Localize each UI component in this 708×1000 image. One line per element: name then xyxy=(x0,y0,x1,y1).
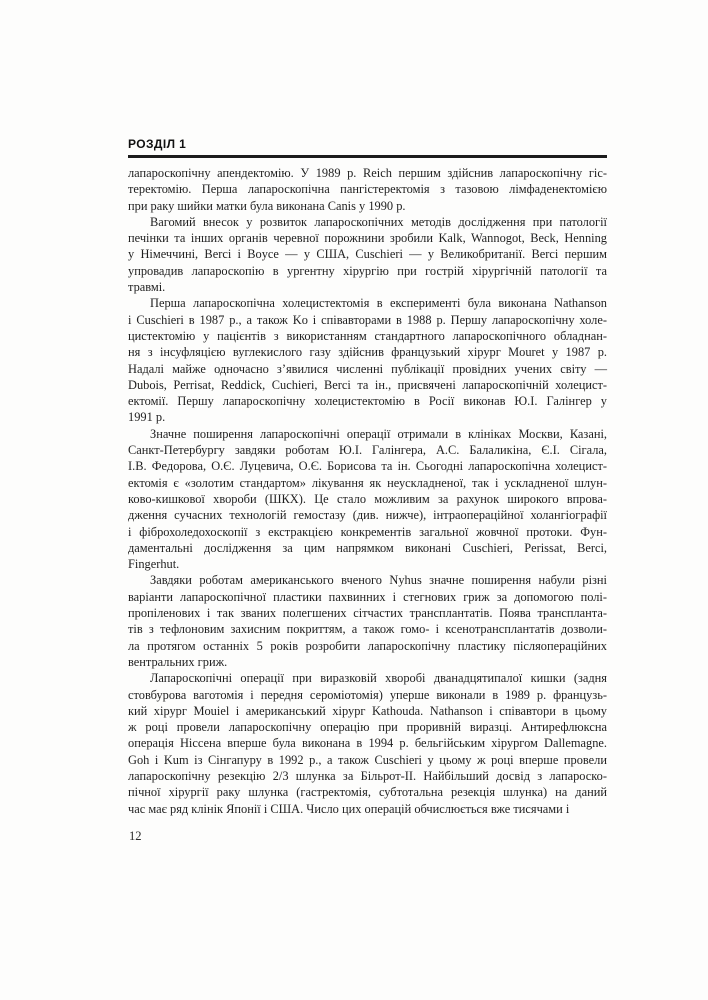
text-line: Санкт-Петербургу завдяки роботам Ю.І. Галінгера, А.С. Балаликіна, Є.І. Сігала, xyxy=(128,443,607,458)
text-line: ж році провели лапароскопічну операцію при проривній виразці. Антирефлюксна xyxy=(128,720,607,735)
text-line: при раку шийки матки була виконана Canis у 1990 р. xyxy=(128,198,406,213)
chapter-header-block xyxy=(128,138,607,158)
text-line: стовбурова ваготомія і передня сероміотомія) уперше виконали в 1989 р. французь- xyxy=(128,687,607,702)
text-line: ня з інсуфляцією вуглекислого газу здійснив французький хірург Mouret у 1987 р. xyxy=(128,345,607,360)
text-line: тів з тефлоновим захисним покриттям, а також гомо- і ксенотрансплантатів дозволи- xyxy=(128,622,607,637)
text-line: дження сучасних технологій гемостазу (див. нижче), інтраопераційної холангіографії xyxy=(128,508,607,523)
text-line: 1991 р. xyxy=(128,410,166,425)
paragraph xyxy=(128,214,607,295)
text-line: цистектомію у пацієнтів з використанням стандартного лапароскопічного обладнан- xyxy=(128,328,607,343)
text-line: лапароскопічну резекцію 2/3 шлунка за Більрот-ІІ. Найбільший досвід з лапароско- xyxy=(128,768,607,783)
text-line: і Cuschieri в 1987 р., а також Ko і співавторами в 1988 р. Першу лапароскопічну холе- xyxy=(128,312,607,327)
text-line: вентральних гриж. xyxy=(128,654,228,669)
paragraph xyxy=(128,165,607,214)
text-line: операція Ніссена вперше була виконана в 1994 р. бельгійським хірургом Dallemagne. xyxy=(128,736,607,751)
text-line: пропіленових і так званих полегшених сітчастих трансплантатів. Поява транспланта- xyxy=(128,606,607,621)
paragraph xyxy=(128,295,607,425)
text-line: Dubois, Perrisat, Reddick, Cuchieri, Berci та ін., присвячені лапароскопічній холецист- xyxy=(128,377,607,392)
text-line: Завдяки роботам американського вченого Nyhus значне поширення набули різні xyxy=(150,573,607,588)
page-number: 12 xyxy=(129,829,142,843)
text-line: даментальні дослідження за цим напрямком виконані Cuschieri, Perissat, Berci, xyxy=(128,540,607,555)
text-line: ла протягом останніх 5 років розробити лапароскопічну пластику післяопераційних xyxy=(128,638,607,653)
text-line: ково-кишкової хвороби (ШКХ). Це стало можливим за рахунок широкого впрова- xyxy=(128,491,607,506)
chapter-heading: РОЗДІЛ 1 xyxy=(128,137,187,151)
text-line: лапароскопічну апендектомію. У 1989 р. Reich першим здійснив лапароскопічну гіс- xyxy=(128,166,607,180)
text-line: час має ряд клінік Японії і США. Число цих операцій обчислюється вже тисячами і xyxy=(128,801,570,816)
text-line: Надалі майже одночасно з’явилися численні публікації провідних учених світу — xyxy=(128,361,607,376)
text-line: пічної хірургії раку шлунка (гастректомія, субтотальна резекція шлунка) на даний xyxy=(128,785,607,800)
text-line: кий хірург Mouiel і американський хірург Kathouda. Nathanson і співавтори в цьому xyxy=(128,703,607,718)
paragraph xyxy=(128,426,607,573)
body-text xyxy=(128,165,607,817)
text-line: травмі. xyxy=(128,280,166,295)
text-line: ектомія є «золотим стандартом» лікування як неускладненої, так і ускладненої шлун- xyxy=(128,475,607,490)
text-line: Goh і Kum із Сінгапуру в 1992 р., а також Cuschieri у цьому ж році вперше провели xyxy=(128,752,607,767)
text-line: теректомію. Перша лапароскопічна пангістеректомія з тазовою лімфаденектомією xyxy=(128,182,607,197)
text-line: печінки та інших органів черевної порожнини зробили Kalk, Wannogot, Beck, Henning xyxy=(128,231,607,246)
paragraph xyxy=(128,572,607,670)
text-line: Перша лапароскопічна холецистектомія в експерименті була виконана Nathanson xyxy=(150,296,607,311)
chapter-rule xyxy=(128,155,607,158)
text-line: Значне поширення лапароскопічні операції отримали в клініках Москви, Казані, xyxy=(150,426,607,441)
paragraph xyxy=(128,670,607,817)
text-line: Вагомий внесок у розвиток лапароскопічних методів дослідження при патології xyxy=(150,214,607,229)
text-line: у Німеччині, Berci і Boyce — у США, Cuschieri — у Великобританії. Berci першим xyxy=(128,247,607,262)
text-line: варіанти лапароскопічної пластики пахвинних і стегнових гриж за допомогою полі- xyxy=(128,589,607,604)
text-line: І.В. Федорова, О.Є. Луцевича, О.Є. Борисова та ін. Сьогодні лапароскопічна холецист- xyxy=(128,459,607,474)
text-line: і фіброхоледохоскопії з екстракцією конкрементів загальної жовчної протоки. Фун- xyxy=(128,524,607,539)
text-line: ектомії. Першу лапароскопічну холецистектомію в Росії виконав Ю.І. Галінгер у xyxy=(128,394,607,409)
text-line: Лапароскопічні операції при виразковій хворобі дванадцятипалої кишки (задня xyxy=(150,671,607,686)
text-line: упровадив лапароскопію в ургентну хірургію при гострій хірургічній патології та xyxy=(128,263,607,278)
text-line: Fingerhut. xyxy=(128,557,180,572)
